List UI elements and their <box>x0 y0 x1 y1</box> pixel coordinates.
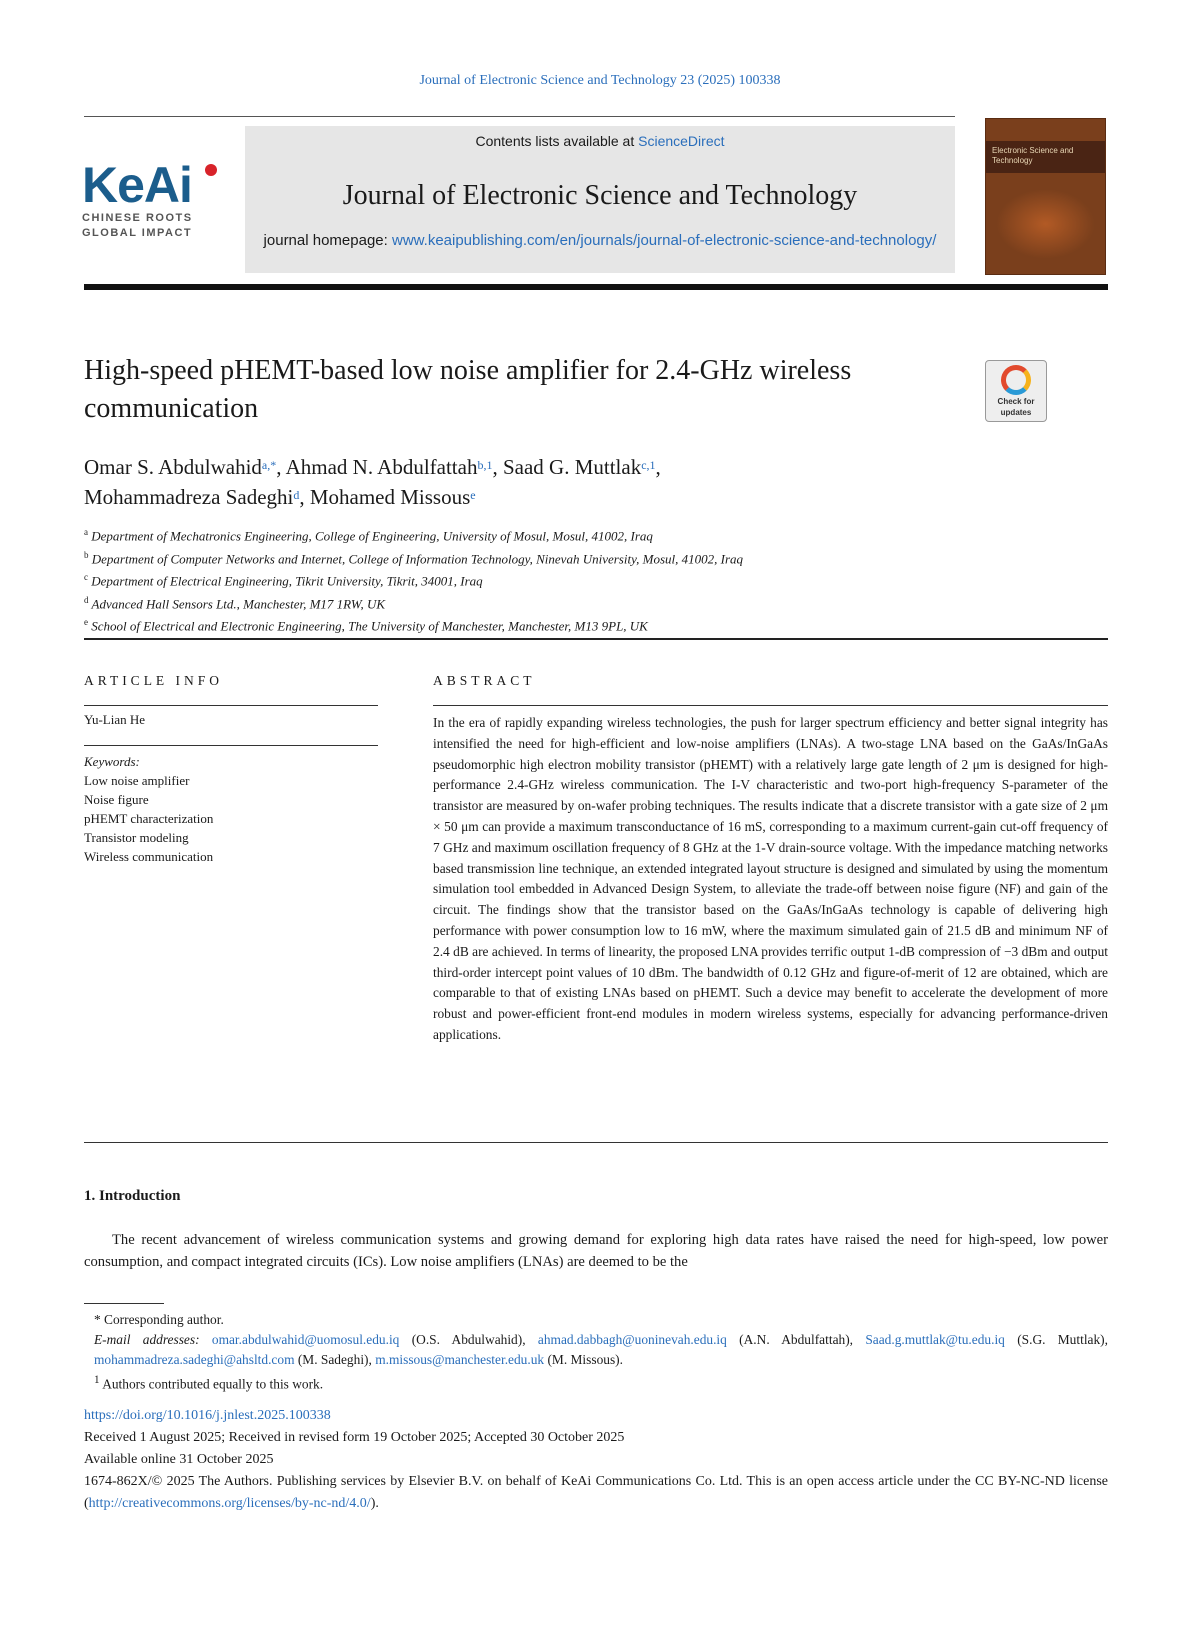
keyword-item: Transistor modeling <box>84 830 189 845</box>
email-link[interactable]: ahmad.dabbagh@uoninevah.edu.iq <box>537 1332 727 1347</box>
keyword-item: Wireless communication <box>84 849 214 864</box>
journal-cover-image[interactable] <box>985 118 1106 275</box>
logo-dot-icon <box>205 164 217 176</box>
introduction-text: The recent advancement of wireless communication systems and growing demand for exploring high data rates have raised the need for high-speed, low power consumption, and compact integrated circuits (ICs). Low noise amplifiers (LNAs) are deemed to be the <box>84 1232 1108 1270</box>
affiliation-text: School of Electrical and Electronic Engineering, The University of Manchester, Manchester, M13 9PL, UK <box>91 618 648 634</box>
logo-wordmark: KeAi <box>82 157 192 213</box>
affiliation-item <box>84 546 1084 569</box>
affiliation-mark: e <box>84 617 88 628</box>
available-online: Available online 31 October 2025 <box>84 1452 274 1467</box>
author-name[interactable]: Mohamed Missous <box>309 485 471 509</box>
logo-tagline-1: CHINESE ROOTS <box>82 212 193 224</box>
affiliation-item <box>84 591 1084 614</box>
abstract-text: In the era of rapidly expanding wireless technologies, the push for larger spectrum efficiency and better signal integrity has intensified the need for high-efficient and low-noise amplifiers (LNAs). A two-stage LNA based on the GaAs/InGaAs pseudomorphic high electron mobility transistor (pHEMT) with a relatively large gate length of 2 μm is designed for high-performance 2.4-GHz wireless communication. The I-V characteristic and two-port high-frequency S-parameter of the transistor are measured by on-wafer probing techniques. The results indicate that a discrete transistor with a gate size of 2 μm × 50 μm can provide a maximum transconductance of 16 mS, corresponding to a maximum current-gain cut-off frequency of 7 GHz and maximum oscillation frequency of 8 GHz at the 1-V drain-source voltage. With the impedance matching networks based transmission line technique, an extended integrated layout structure is designed and simulated by using the momentum simulation tool embedded in Advanced Design System, to alleviate the trade-off between noise figure (NF) and gain of the circuit. The findings show that the transistor based on the GaAs/InGaAs technology is capable of delivering high performance with power consumption low to 16 mW, where the maximum simulated gain of 21.5 dB and minimum NF of 2.4 dB are achieved. In terms of linearity, the proposed LNA provides terrific output 1-dB compression of −3 dBm and output third-order intercept point values of 10 dBm. The bandwidth of 0.12 GHz and figure-of-merit of 12 are obtained, which are comparable to that of existing LNAs based on pHEMT. Such a device may benefit to accelerate the development of more robust and power-efficient front-end modules in modern wireless systems, especially for advancing performance-driven applications. <box>433 715 1108 1042</box>
affiliation-text: Advanced Hall Sensors Ltd., Manchester, M17 1RW, UK <box>91 595 386 611</box>
homepage-link[interactable]: www.keaipublishing.com/en/journals/journal-of-electronic-science-and-technology/ <box>391 232 937 249</box>
cover-art <box>996 189 1095 259</box>
license-text: 1674-862X/© 2025 The Authors. Publishing services by Elsevier B.V. on behalf of KeAi Communications Co. Ltd. This is an open access article under the CC BY-NC-ND license ( <box>84 1474 1108 1511</box>
footnote-equal: $^1$ Authors contributed equally to this work. <box>94 1374 324 1392</box>
author-sup[interactable]: e <box>470 488 476 502</box>
email-link[interactable]: Saad.g.muttlak@tu.edu.iq <box>865 1332 1005 1347</box>
affiliation-item <box>84 613 1084 636</box>
author-separator: , <box>492 455 503 479</box>
affiliation-mark: d <box>84 594 89 605</box>
license-statement <box>84 1471 1108 1515</box>
email-label: E-mail addresses: <box>94 1332 200 1347</box>
footnote-corresponding-text: Corresponding author. <box>104 1312 224 1327</box>
abstract-end-rule <box>84 1142 1108 1143</box>
author-name[interactable]: Ahmad N. Abdulfattah <box>285 455 478 479</box>
logo-tagline-2: GLOBAL IMPACT <box>82 227 193 239</box>
affiliation-mark: c <box>84 572 88 583</box>
email-link[interactable]: mohammadreza.sadeghi@ahsltd.com <box>94 1352 295 1367</box>
running-header[interactable]: Journal of Electronic Science and Technology 23 (2025) 100338 <box>419 73 781 88</box>
header-rule <box>84 116 955 117</box>
cover-title: Electronic Science and Technology <box>992 146 1074 165</box>
journal-title: Journal of Electronic Science and Technology <box>342 180 858 211</box>
author-sup[interactable]: b,1 <box>477 458 493 472</box>
handling-editor: Yu-Lian He <box>84 712 146 727</box>
keyword-item: Low noise amplifier <box>84 773 190 788</box>
footnote-equal-text: Authors contributed equally to this work. <box>102 1376 324 1392</box>
abstract-heading: ABSTRACT <box>433 673 536 688</box>
email-owner: (S.G. Muttlak), <box>1004 1332 1108 1347</box>
affiliation-text: Department of Mechatronics Engineering, College of Engineering, University of Mosul, Mosul, 41002, Iraq <box>91 528 653 544</box>
check-for-updates-button[interactable] <box>985 360 1047 422</box>
keyword-item: pHEMT characterization <box>84 811 214 826</box>
author-list <box>84 452 984 512</box>
author-name[interactable]: Mohammadreza Sadeghi <box>84 485 294 509</box>
check-label-1: Check for <box>997 397 1035 406</box>
introduction-heading: 1. Introduction <box>84 1188 181 1204</box>
email-owner: (A.N. Abdulfattah), <box>726 1332 866 1347</box>
footnotes <box>84 1310 1108 1394</box>
email-owner: (O.S. Abdulwahid), <box>399 1332 538 1347</box>
check-label-2: updates <box>1000 408 1032 417</box>
received-dates: Received 1 August 2025; Received in revised form 19 October 2025; Accepted 30 October 2025 <box>84 1430 625 1445</box>
sciencedirect-link[interactable]: ScienceDirect <box>638 133 725 149</box>
header-thick-rule <box>84 284 1108 290</box>
article-info-rule <box>84 745 378 746</box>
affiliation-list <box>84 523 1084 636</box>
footnote-rule <box>84 1303 164 1304</box>
affiliation-text: Department of Computer Networks and Internet, College of Information Technology, Ninevah University, Mosul, 41002, Iraq <box>91 550 744 566</box>
keyword-item: Noise figure <box>84 792 149 807</box>
keywords-heading: Keywords: <box>84 754 140 769</box>
email-owner: (M. Missous). <box>544 1352 623 1367</box>
email-link[interactable]: omar.abdulwahid@uomosul.edu.iq <box>211 1332 400 1347</box>
article-info-heading: ARTICLE INFO <box>84 673 224 688</box>
affiliation-mark: a <box>84 527 88 537</box>
email-owner: (M. Sadeghi), <box>294 1352 376 1367</box>
author-sup[interactable]: d <box>293 488 300 502</box>
affiliation-mark: b <box>84 549 89 560</box>
affiliation-item <box>84 568 1084 591</box>
section-rule <box>84 638 1108 640</box>
contents-prefix: Contents lists available at <box>475 133 639 149</box>
author-separator: , <box>276 455 286 479</box>
keywords-block <box>84 752 213 866</box>
article-title: High-speed pHEMT-based low noise amplifier for 2.4-GHz wireless communication <box>84 355 852 424</box>
contents-line <box>245 133 955 149</box>
doi-link[interactable]: https://doi.org/10.1016/j.jnlest.2025.100338 <box>84 1408 331 1423</box>
journal-homepage <box>260 231 940 251</box>
license-link[interactable]: http://creativecommons.org/licenses/by-nc-nd/4.0/ <box>88 1496 371 1511</box>
affiliation-text: Department of Electrical Engineering, Tikrit University, Tikrit, 34001, Iraq <box>91 573 483 589</box>
license-end: ). <box>370 1496 379 1511</box>
article-info-rule <box>84 705 378 706</box>
author-separator: , <box>299 485 310 509</box>
crossmark-icon <box>1001 365 1031 395</box>
homepage-prefix: journal homepage: <box>263 232 392 249</box>
footnote-corresponding: * Corresponding author. <box>94 1312 224 1327</box>
affiliation-item <box>84 523 1084 546</box>
author-separator: , <box>655 455 661 479</box>
publisher-logo[interactable] <box>82 157 222 240</box>
author-sup[interactable]: a,* <box>261 458 277 472</box>
author-sup[interactable]: c,1 <box>641 458 656 472</box>
article-footer <box>84 1405 1108 1515</box>
author-name[interactable]: Saad G. Muttlak <box>502 455 642 479</box>
author-name[interactable]: Omar S. Abdulwahid <box>84 455 262 479</box>
footnote-emails <box>84 1330 1108 1370</box>
email-link[interactable]: m.missous@manchester.edu.uk <box>375 1352 545 1367</box>
abstract-rule <box>433 705 1108 706</box>
